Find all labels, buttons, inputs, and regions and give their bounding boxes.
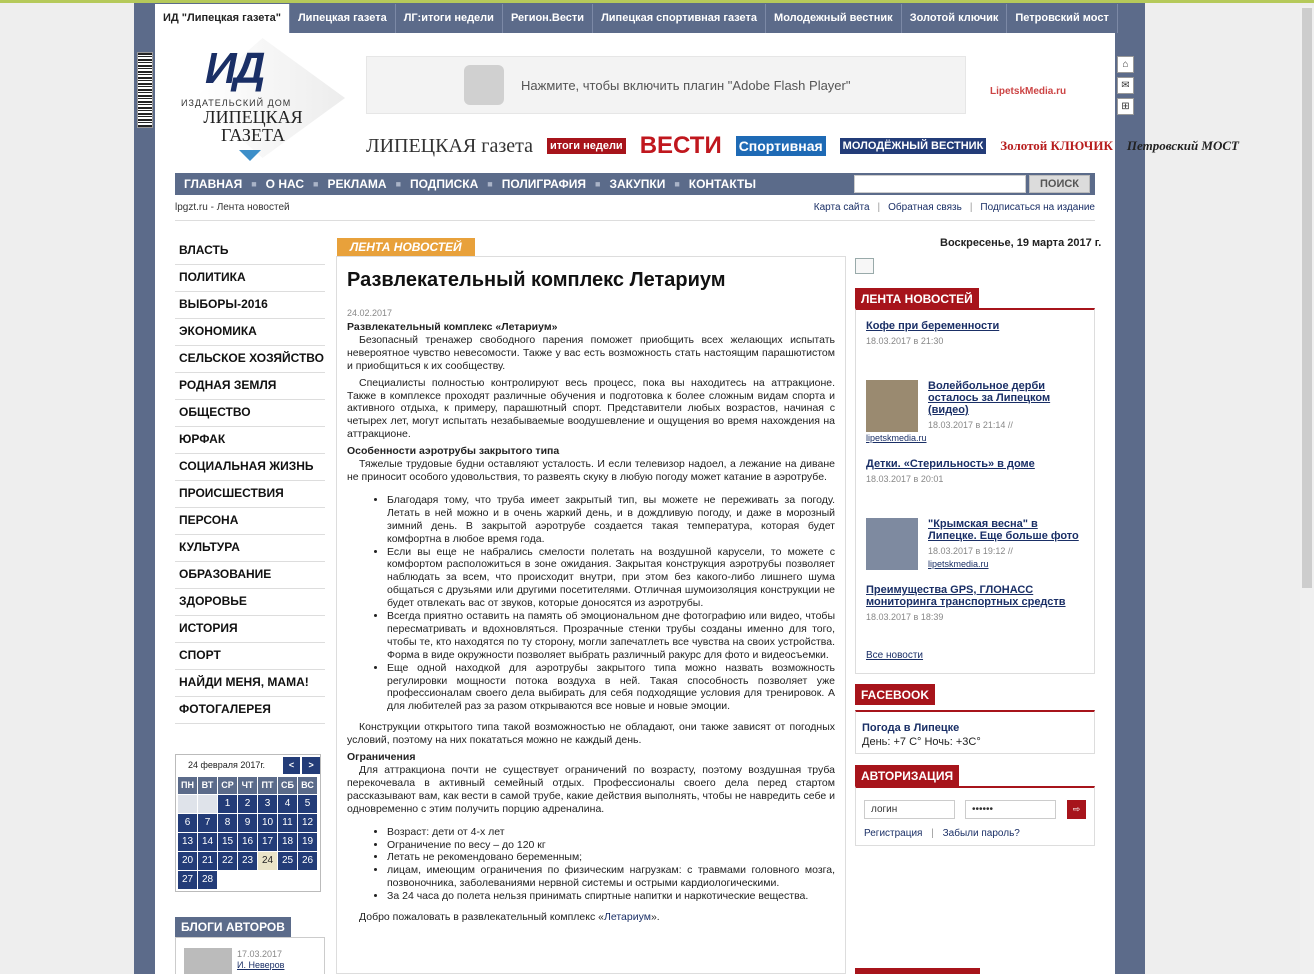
left-menu-item[interactable]: ЮРФАК	[175, 427, 325, 454]
letarium-link[interactable]: Летариум	[603, 911, 651, 924]
nav-item[interactable]: ПОДПИСКА	[410, 177, 479, 191]
sitemap-icon[interactable]: ⊞	[1117, 98, 1134, 115]
breadcrumb-current[interactable]: Лента новостей	[216, 202, 290, 213]
calendar-weekday: СР	[218, 777, 237, 794]
left-menu-item[interactable]: ИСТОРИЯ	[175, 616, 325, 643]
news-item[interactable]	[928, 380, 1088, 430]
divider	[175, 220, 1095, 221]
blogs-label: БЛОГИ АВТОРОВ	[175, 917, 291, 937]
brand-vesti[interactable]: ВЕСТИ	[639, 132, 722, 159]
news-item[interactable]	[928, 518, 1088, 556]
calendar-day[interactable]: 22	[218, 852, 237, 870]
left-menu-item[interactable]: СЕЛЬСКОЕ ХОЗЯЙСТВО	[175, 346, 325, 373]
calendar-empty-cell	[178, 795, 197, 813]
news-feed-label: ЛЕНТА НОВОСТЕЙ	[855, 288, 979, 309]
news-date: 18.03.2017 в 18:39	[866, 612, 944, 622]
calendar-grid	[176, 775, 320, 891]
news-item[interactable]	[866, 584, 1086, 622]
article-date: 24.02.2017	[347, 308, 393, 318]
publication-tab[interactable]: Петровский мост	[1007, 4, 1117, 33]
calendar-day[interactable]: 15	[218, 833, 237, 851]
calendar-weekday: СБ	[278, 777, 297, 794]
home-icon[interactable]: ⌂	[1117, 56, 1134, 73]
logo-name: ЛИПЕЦКАЯ ГАЗЕТА	[203, 107, 303, 145]
auth-label: АВТОРИЗАЦИЯ	[855, 765, 959, 786]
article-list-item: • Если вы еще не набрались смелости полетать на воздушной карусели, то можете с комфортом расположиться в зоне ожидания. Закрытая конструкция аэротрубы позволяет наблюдать за всем, что происходит внутри, при этом без какого-либо лишнего шума общаться с друзьями или другими посетителями. Отличная шумоизоляция конструкции не будет отвлекать вас от звуков, которые доносятся из аэротрубы.	[387, 546, 835, 611]
logo-arrow-icon	[239, 150, 261, 161]
brand-logos	[366, 128, 1239, 164]
article-list-item: • Ограничение по весу – до 120 кг	[387, 839, 835, 852]
bottom-block-label	[855, 968, 980, 974]
calendar-day[interactable]: 4	[278, 795, 297, 813]
calendar-day[interactable]: 2	[238, 795, 257, 813]
nav-separator: ■	[395, 179, 401, 189]
auth-links	[864, 828, 1020, 839]
calendar-next-button[interactable]: >	[302, 757, 320, 774]
left-menu-item[interactable]: ПЕРСОНА	[175, 508, 325, 535]
calendar-day[interactable]: 10	[258, 814, 277, 832]
left-menu-item[interactable]: СПОРТ	[175, 643, 325, 670]
article-paragraph	[347, 911, 835, 924]
publication-tabs	[155, 4, 1118, 33]
calendar-weekday: ПТ	[258, 777, 277, 794]
brand-zolotoy-klyuchik[interactable]: Золотой КЛЮЧИК	[1000, 138, 1113, 153]
article-paragraph: Конструкции открытого типа такой возможностью не обладают, они также зависят от погодных условий, поэтому на них покататься можно не каждый день.	[347, 721, 835, 747]
calendar-day[interactable]: 5	[298, 795, 317, 813]
publication-tab[interactable]: Липецкая газета	[290, 4, 396, 33]
article-paragraph: Специалисты полностью контролируют весь процесс, пока вы находитесь на аттракционе. Также в комплексе проходят различные обучения и подготовка к более сложным видам спорта и активного отдыха, к примеру, парашютный спорт. Представители любых возрастов, начиная с четырех лет, могут испытать незабываемые воодушевление и ощущения во время нахождения на аттракционе.	[347, 376, 835, 441]
article-list-item: • Летать не рекомендовано беременным;	[387, 851, 835, 864]
separator: |	[969, 202, 973, 213]
news-thumbnail[interactable]	[866, 380, 918, 432]
calendar-day[interactable]: 13	[178, 833, 197, 851]
search-input[interactable]	[854, 175, 1026, 193]
broken-image-icon	[855, 258, 874, 274]
calendar-day[interactable]: 9	[238, 814, 257, 832]
left-menu-item[interactable]: ЭКОНОМИКА	[175, 319, 325, 346]
site-logo[interactable]	[175, 38, 355, 160]
article	[336, 256, 846, 974]
calendar-day[interactable]: 6	[178, 814, 197, 832]
search-button[interactable]: ПОИСК	[1029, 175, 1090, 193]
logo-house-text: ИЗДАТЕЛЬСКИЙ ДОМ	[181, 98, 292, 108]
news-date: 18.03.2017 в 21:30	[866, 336, 944, 346]
news-item[interactable]	[866, 320, 1086, 346]
barcode-badge	[137, 52, 153, 128]
calendar-day[interactable]: 14	[198, 833, 217, 851]
calendar-day[interactable]: 21	[198, 852, 217, 870]
brand-sportivnaya[interactable]: Спортивная	[736, 136, 826, 156]
flash-plugin-placeholder[interactable]	[366, 56, 966, 114]
left-menu-item[interactable]: КУЛЬТУРА	[175, 535, 325, 562]
left-menu-item[interactable]: ОБРАЗОВАНИЕ	[175, 562, 325, 589]
weather-title: Погода в Липецке	[862, 722, 960, 734]
password-field[interactable]: ••••••	[965, 800, 1056, 819]
calendar-day[interactable]: 16	[238, 833, 257, 851]
calendar-day[interactable]: 1	[218, 795, 237, 813]
brand-petrovsky-most[interactable]: Петровский МОСТ	[1126, 138, 1239, 153]
forgot-password-link[interactable]: Забыли пароль?	[942, 828, 1020, 839]
calendar-day[interactable]: 20	[178, 852, 197, 870]
subscribe-link[interactable]: Подписаться на издание	[980, 202, 1095, 213]
register-link[interactable]: Регистрация	[864, 828, 923, 839]
news-title[interactable]: Преимущества GPS, ГЛОНАСС мониторинга транспортных средств	[866, 584, 1066, 608]
publication-tab[interactable]: ЛГ:итоги недели	[396, 4, 503, 33]
publication-tab[interactable]: ИД "Липецкая газета"	[155, 4, 290, 33]
calendar-title: 24 февраля 2017г.	[188, 760, 266, 770]
scrollbar-thumb[interactable]	[1302, 8, 1312, 588]
news-title[interactable]: Детки. «Стерильность» в доме	[866, 458, 1035, 470]
nav-item[interactable]: ЗАКУПКИ	[609, 177, 666, 191]
nav-item[interactable]: РЕКЛАМА	[327, 177, 387, 191]
brand-lipetskaya-gazeta[interactable]: ЛИПЕЦКАЯ газета	[366, 134, 533, 157]
article-paragraph: Тяжелые трудовые будни оставляют усталость. И если телевизор надоел, а лежание на диване не приносит особого удовольствия, то развеять скуку в любую погоду может катание в аэротрубе.	[347, 458, 835, 483]
calendar	[175, 754, 321, 892]
right-toolbar	[1117, 56, 1135, 119]
news-date: 18.03.2017 в 20:01	[866, 474, 944, 484]
closing-text: Добро пожаловать в развлекательный комплекс «	[359, 911, 604, 924]
calendar-weekday: ВТ	[198, 777, 217, 794]
brand-itogi-nedeli[interactable]: итоги недели	[547, 138, 626, 154]
facebook-label[interactable]: FACEBOOK	[855, 684, 935, 705]
puzzle-icon	[464, 65, 504, 105]
nav-item[interactable]: ПОЛИГРАФИЯ	[501, 177, 587, 191]
article-list	[347, 826, 835, 903]
all-news-link[interactable]: Все новости	[866, 650, 924, 661]
nav-separator: ■	[487, 179, 493, 189]
nav-separator: ■	[251, 179, 257, 189]
article-list-item: • Всегда приятно оставить на память об эмоциональном дне фотографию или видео, чтобы пересматривать и вдохновляться. Прозрачные стенки трубы созданы именно для того, чтобы те, кто находятся по ту сторону, могли запечатлеть все чувства на своих устройства. Форма в виде окружности позволяет выбрать различный ракурс для фото и видеосъемки.	[387, 610, 835, 662]
news-source-link[interactable]: lipetskmedia.ru	[866, 433, 927, 443]
brand-molodezhny-vestnik[interactable]: МОЛОДЁЖНЫЙ ВЕСТНИК	[840, 138, 987, 154]
breadcrumb-home[interactable]: lpgzt.ru	[175, 202, 208, 213]
calendar-empty-cell	[198, 795, 217, 813]
mail-icon[interactable]: ✉	[1117, 77, 1134, 94]
left-menu-item[interactable]: СОЦИАЛЬНАЯ ЖИЗНЬ	[175, 454, 325, 481]
calendar-day[interactable]: 7	[198, 814, 217, 832]
left-menu-item[interactable]: ВЫБОРЫ-2016	[175, 292, 325, 319]
article-heading: Развлекательный комплекс «Летариум»	[347, 321, 558, 333]
calendar-day[interactable]: 17	[258, 833, 277, 851]
calendar-day[interactable]: 12	[298, 814, 317, 832]
center-section-label: ЛЕНТА НОВОСТЕЙ	[337, 238, 475, 256]
calendar-day[interactable]: 23	[238, 852, 257, 870]
flash-plugin-text: Нажмите, чтобы включить плагин "Adobe Flash Player"	[521, 78, 851, 93]
left-menu-item[interactable]: ВЛАСТЬ	[175, 238, 325, 265]
breadcrumb-sep: -	[207, 202, 217, 213]
left-menu-item[interactable]: ПРОИСШЕСТВИЯ	[175, 481, 325, 508]
logo-mark: ИД	[205, 44, 263, 93]
news-date: 18.03.2017 в 21:14 //	[928, 420, 1013, 430]
calendar-day[interactable]: 18	[278, 833, 297, 851]
left-menu-item[interactable]: ЗДОРОВЬЕ	[175, 589, 325, 616]
publication-tab[interactable]: Регион.Вести	[503, 4, 593, 33]
article-list-item: • Возраст: дети от 4-х лет	[387, 826, 835, 839]
calendar-day[interactable]: 8	[218, 814, 237, 832]
left-menu-item[interactable]: РОДНАЯ ЗЕМЛЯ	[175, 373, 325, 400]
scrollbar[interactable]	[1300, 6, 1314, 974]
author-avatar[interactable]	[184, 948, 232, 974]
nav-separator: ■	[674, 179, 680, 189]
left-menu-item[interactable]: ФОТОГАЛЕРЕЯ	[175, 697, 325, 724]
calendar-prev-button[interactable]: <	[283, 757, 301, 774]
blog-entry[interactable]	[175, 937, 325, 974]
login-submit-button[interactable]: ⇨	[1067, 800, 1086, 819]
calendar-header	[176, 755, 320, 775]
nav-item[interactable]: О НАС	[265, 177, 305, 191]
weather-text: День: +7 С° Ночь: +3С°	[862, 736, 981, 748]
separator: |	[931, 828, 934, 839]
calendar-day[interactable]: 19	[298, 833, 317, 851]
calendar-weekday: ВС	[298, 777, 317, 794]
article-paragraph: Для аттракциона почти не существует ограничений по возрасту, поэтому воздушная труба перекочевала в активный семейный отдых. Профессионалы своего дела перед стартом рассказывают вам, как вести в самой трубе, какие действия выполнять, чтобы не навредить себе и одновременно с этим получить порцию адреналина.	[347, 764, 835, 815]
calendar-day[interactable]: 25	[278, 852, 297, 870]
article-heading: Ограничения	[347, 751, 416, 764]
article-body	[347, 321, 835, 924]
publication-tab[interactable]: Золотой ключик	[902, 4, 1008, 33]
left-menu	[175, 238, 325, 724]
current-date: Воскресенье, 19 марта 2017 г.	[940, 237, 1102, 249]
article-list-item: • лицам, имеющим ограничения по физическим нагрузкам: с травмами головного мозга, позвоночника, заболеваниями нервной системы и острыми кардиологическими.	[387, 864, 835, 890]
article-paragraph: Безопасный тренажер свободного парения поможет приобщить всех желающих испытать невероятное чувство невесомости. Также у вас есть возможность стать настоящим парашютистом и приобщиться к их сообществу.	[347, 333, 835, 372]
calendar-weekday: ПН	[178, 777, 197, 794]
sitemap-link[interactable]: Карта сайта	[813, 202, 870, 213]
news-date: 18.03.2017 в 19:12 //	[928, 546, 1013, 556]
article-heading: Особенности аэротрубы закрытого типа	[347, 445, 560, 458]
top-links	[814, 202, 1095, 213]
blog-author-link[interactable]: И. Неверов	[237, 960, 285, 970]
calendar-day[interactable]: 26	[298, 852, 317, 870]
nav-item[interactable]: КОНТАКТЫ	[688, 177, 757, 191]
login-field[interactable]: логин	[864, 800, 955, 819]
nav-separator: ■	[595, 179, 601, 189]
breadcrumb	[175, 202, 290, 213]
article-list-item: • За 24 часа до полета нельзя принимать спиртные напитки и наркотические вещества.	[387, 890, 835, 903]
nav-separator: ■	[313, 179, 319, 189]
separator: |	[877, 202, 881, 213]
publication-tab[interactable]: Липецкая спортивная газета	[593, 4, 766, 33]
publication-tab[interactable]: Молодежный вестник	[766, 4, 902, 33]
left-menu-item[interactable]: НАЙДИ МЕНЯ, МАМА!	[175, 670, 325, 697]
blog-date: 17.03.2017	[237, 949, 283, 959]
news-title[interactable]: Кофе при беременности	[866, 320, 1000, 332]
calendar-weekday: ЧТ	[238, 777, 257, 794]
news-source-link[interactable]: lipetskmedia.ru	[928, 559, 989, 569]
feedback-link[interactable]: Обратная связь	[888, 202, 962, 213]
lipetskmedia-logo[interactable]: LipetskMedia.ru	[990, 86, 1067, 97]
news-item[interactable]	[866, 458, 1086, 484]
nav-item[interactable]: ГЛАВНАЯ	[184, 177, 243, 191]
calendar-day[interactable]: 28	[198, 871, 217, 889]
article-title: Развлекательный комплекс Летариум	[347, 269, 726, 291]
article-list-item: • Еще одной находкой для аэротрубы закрытого типа можно назвать возможность регулировки мощности потока воздуха в ней. Такая способность позволяет уже профессионалам своего дела выбирать для себя подходящие условия для тренировок. А для любителей раз за разом открываются все новые и новые эмоции.	[387, 662, 835, 714]
calendar-day[interactable]: 24	[258, 852, 277, 870]
news-title[interactable]: "Крымская весна" в Липецке. Еще больше фото	[928, 518, 1079, 542]
left-menu-item[interactable]: ОБЩЕСТВО	[175, 400, 325, 427]
closing-text-end: ».	[650, 911, 660, 924]
calendar-day[interactable]: 3	[258, 795, 277, 813]
left-menu-item[interactable]: ПОЛИТИКА	[175, 265, 325, 292]
news-title[interactable]: Волейбольное дерби осталось за Липецком (видео)	[928, 380, 1051, 416]
news-thumbnail[interactable]	[866, 518, 918, 570]
calendar-day[interactable]: 11	[278, 814, 297, 832]
calendar-day[interactable]: 27	[178, 871, 197, 889]
article-list	[347, 494, 835, 713]
article-list-item: • Благодаря тому, что труба имеет закрытый тип, вы можете не переживать за погоду. Летать в ней можно и в очень жаркий день, и в дождливую погоду, и даже в морозный зимний день. В закрытой аэротрубе создается такая температура, которая будет комфортна в любое время года.	[387, 494, 835, 546]
